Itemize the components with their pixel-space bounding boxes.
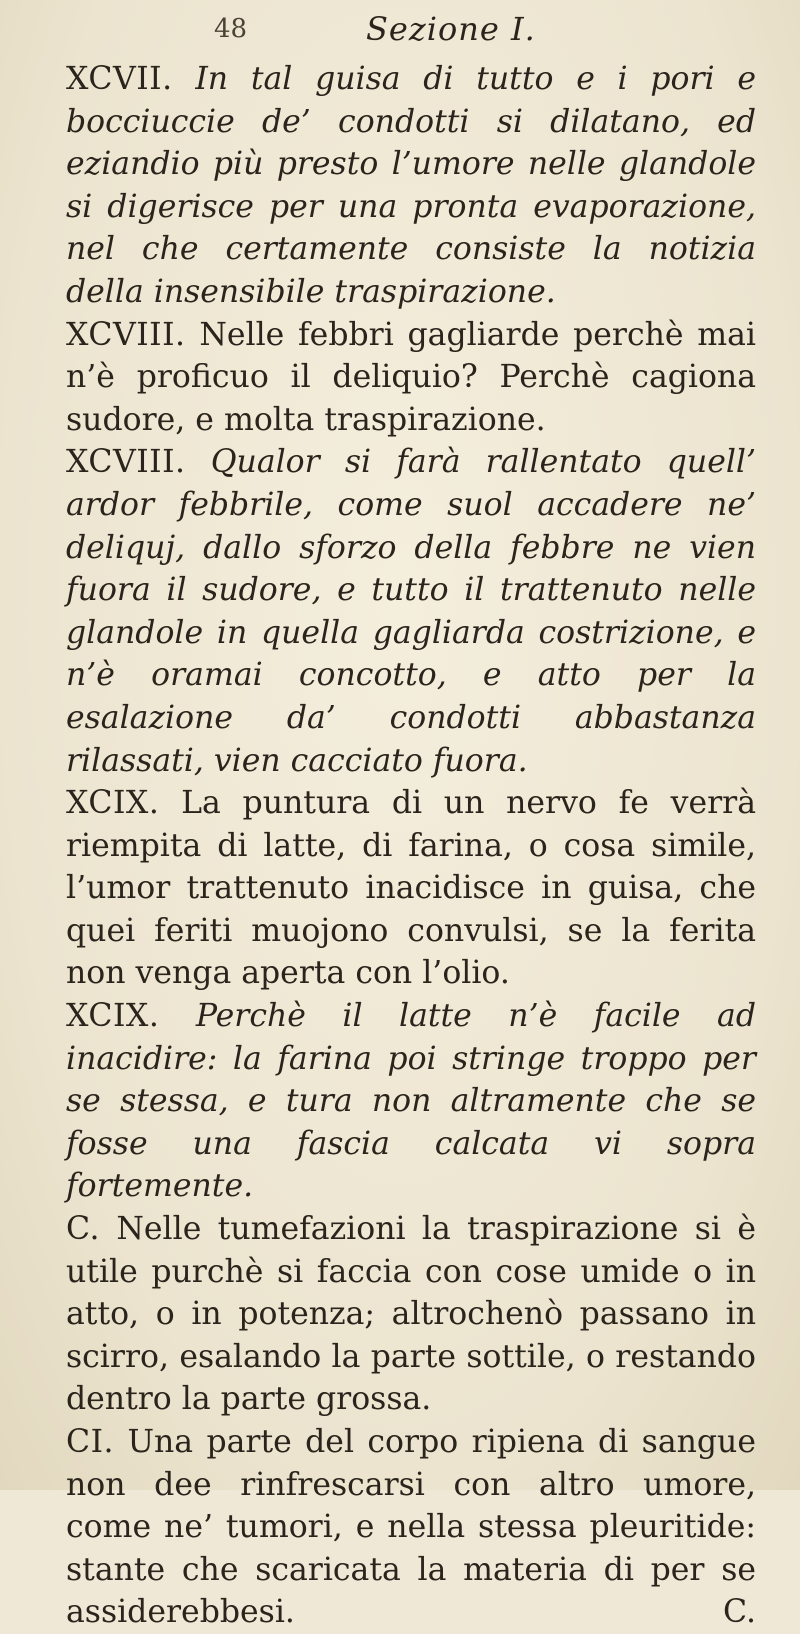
paragraph-text: Perchè il latte n’è facile ad inacidire: la farina poi stringe troppo per se stessa, e tura non altramente che se fosse una fascia calcata vi sopra fortemente.	[66, 998, 756, 1205]
paragraph-number: XCIX.	[66, 998, 160, 1035]
page-header	[66, 0, 756, 58]
paragraph-number: XCVIII.	[66, 444, 186, 481]
paragraph-text: Una parte del corpo ripiena di sangue non dee rinfrescarsi con altro umore, come ne’ tumori, e nella stessa pleuritide: stante che scaricata la materia di per se assiderebbesi.	[66, 1424, 756, 1631]
paragraph-xcix-answer	[66, 995, 756, 1208]
paragraph-ci	[66, 1421, 756, 1634]
paragraph-number: XCIX.	[66, 785, 160, 822]
paragraph-text: Qualor si farà rallentato quell’ ardor febbrile, come suol accadere ne’ deliquj, dallo sforzo della febbre ne vien fuora il sudore, e tutto il trattenuto nelle glandole in quella gagliarda costrizione, e n’è oramai concotto, e atto per la esalazione da’ condotti abbastanza rilassati, vien cacciato fuora.	[66, 444, 756, 779]
paragraph-text: Nelle tumefazioni la traspirazione si è utile purchè si faccia con cose umide o in atto, o in potenza; altrochenò passano in scirro, esalando la parte sottile, o restando dentro la parte grossa.	[66, 1211, 756, 1418]
page-number: 48	[214, 14, 248, 44]
paragraph-number: C.	[66, 1211, 100, 1248]
paragraph-text: Nelle febbri gagliarde perchè mai n’è proficuo il deliquio? Perchè cagiona sudore, e molta traspirazione.	[66, 316, 757, 438]
paragraph-number: CI.	[66, 1424, 115, 1460]
paragraph-text: In tal guisa di tutto e i pori e bocciuccie de’ condotti si dilatano, ed eziandio più presto l’umore nelle glandole si digerisce per una pronta evaporazione, nel che certamente consiste la notizia della insensibile traspirazione.	[66, 61, 756, 310]
paragraph-text: La puntura di un nervo fe verrà riempita di latte, di farina, o cosa simile, l’umor trattenuto inacidisce in guisa, che quei feriti muojono convulsi, se la ferita non venga aperta con l’olio.	[66, 785, 756, 992]
running-title: Sezione I.	[366, 10, 536, 48]
paragraph-xcviii-answer	[66, 441, 756, 782]
paragraph-xcvii	[66, 58, 756, 314]
catchword: C.	[723, 1594, 756, 1631]
paragraph-xcix	[66, 782, 756, 995]
paragraph-xcviii	[66, 314, 756, 442]
body-text	[66, 58, 756, 1634]
paragraph-number: XCVII.	[66, 61, 173, 97]
paragraph-number: XCVIII.	[66, 316, 186, 353]
paragraph-c	[66, 1208, 756, 1421]
